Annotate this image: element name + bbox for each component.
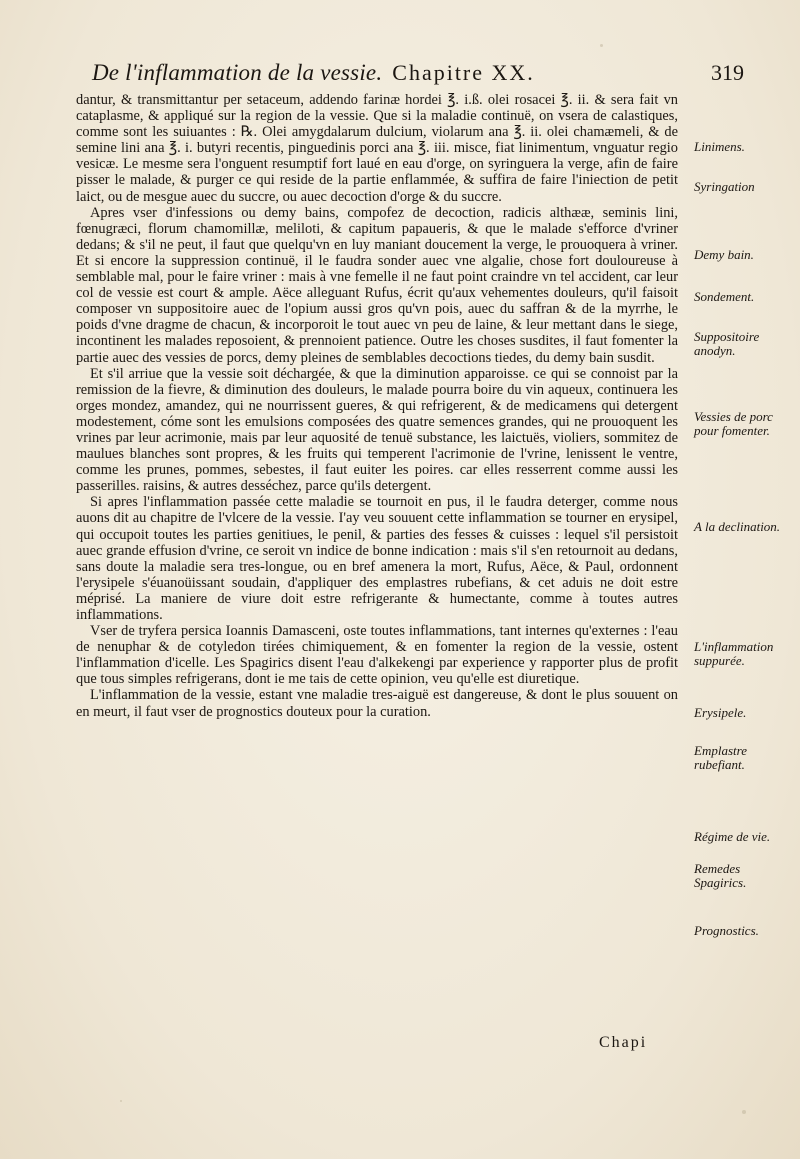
paragraph: dantur, & transmittantur per setaceum, addendo farinæ hordei ℥. i.ß. olei rosacei ℥. ii. & sera fait vn cataplasme, & appliqué sur la region de la vessie. Que si la maladie continuë, on vsera de calastiques, comme sont les suiuantes : ℞. Olei amygdalarum dulcium, violarum ana ℥. ii. olei chamæmeli, & de semine lini ana ℥. i. butyri recentis, pinguedinis porci ana ℥. iii. misce, fiat linimentum, vnguatur regio vesicæ. Le mesme sera l'onguent resumptif fort laué en eau d'orge, on syringuera la verge, afin de faire pisser le malade, & purger ce qui reside de la partie enflammée, & suffira de faire l'iniection de petit laict, ou de mesgue auec du succre, ou auec decoction d'orge & du succre. <box>76 92 678 205</box>
paragraph: Vser de tryfera persica Ioannis Damasceni, oste toutes inflammations, tant internes qu'externes : l'eau de nenuphar & de cotyledon tirées chimiquement, & en fomenter la region de la vessie, ostent l'inflammation d'icelle. Les Spagirics disent l'eau d'alkekengi par experience y rapporter plus de profit que tous simples refrigerans, dont ie me tais de cette opinion, veu qu'elle est diuretique. <box>76 623 678 688</box>
margin-note: Régime de vie. <box>694 829 771 844</box>
chapter-heading: Chapitre XX. <box>392 60 535 85</box>
margin-note: Remedes Spagirics. <box>694 861 747 890</box>
margin-note: Vessies de porc pour fomenter. <box>694 409 773 438</box>
margin-note: Demy bain. <box>694 247 754 262</box>
paper-speck <box>742 1110 746 1114</box>
paragraph: L'inflammation de la vessie, estant vne maladie tres-aiguë est dangereuse, & dont le plus souuent on en meurt, il faut vser de prognostics douteux pour la curation. <box>76 687 678 720</box>
margin-note: Syringation <box>694 179 755 194</box>
running-title: De l'inflammation de la vessie. <box>92 60 383 85</box>
margin-note: Sondement. <box>694 289 755 304</box>
margin-note: L'inflammation suppurée. <box>694 639 774 668</box>
paper-speck <box>120 1100 122 1102</box>
catchword: Chapi <box>599 1034 648 1051</box>
margin-note: A la declination. <box>694 519 781 534</box>
margin-note: Erysipele. <box>694 705 747 720</box>
body-text <box>76 92 678 720</box>
margin-note: Linimens. <box>694 139 745 154</box>
margin-note: Emplastre rubefiant. <box>694 743 747 772</box>
margin-note: Prognostics. <box>694 923 759 938</box>
page-header <box>92 60 744 90</box>
paragraph: Apres vser d'infessions ou demy bains, compofez de decoction, radicis althææ, seminis lini, fœnugræci, florum chamomillæ, meliloti, & capitum papaueris, & que le malade s'efforce d'vriner dedans; & s'il ne peut, il faut que quelqu'vn en luy maniant doucement la verge, le prouoquera à vriner. Et si encore la suppression continuë, il le faudra sonder auec vne algalie, chose fort douloureuse à semblable mal, pour le faire vriner : mais à vne femelle il ne faut point craindre vn tel accident, car leur col de vessie est court & ample. Aëce alleguant Rufus, écrit qu'aux vehementes douleurs, qu'il faisoit composer vn suppositoire auec de l'opium aussi gros qu'vn pois, auec du saffran & de la myrrhe, le poids d'vne dragme de chacun, & incorporoit le tout auec vn peu de laine, & leur mettant dans le siege, incontinent les malades reposoient, & prennoient patience. Outre les choses susdites, il faut fomenter la partie auec des vessies de porcs, demy pleines de semblables decoctions tiedes, du demy bain susdit. <box>76 204 678 366</box>
margin-note: Suppositoire anodyn. <box>694 329 760 358</box>
paper-speck <box>600 44 603 47</box>
page-number: 319 <box>711 60 744 85</box>
paragraph: Si apres l'inflammation passée cette maladie se tournoit en pus, il le faudra deterger, comme nous auons dit au chapitre de l'vlcere de la vessie. I'ay veu souuent cette inflammation se tourner en erysipel, qui occupoit toutes les parties genitiues, le penil, & parties des fesses & cuisses : lequel s'il persistoit auec grande effusion d'vrine, ce seroit vn indice de bonne indication : mais s'il s'en retournoit au dedans, sans doute la maladie sera tres-longue, ou en bref amenera la mort, Rufus, Aëce, & Paul, ordonnent l'erysipele s'éuanoüissant soudain, d'appliquer des emplastres rubefians, & cet aduis ne doit estre méprisé. La maniere de viure doit estre refrigerante & humectante, comme à toutes autres inflammations. <box>76 494 678 623</box>
paragraph: Et s'il arriue que la vessie soit déchargée, & que la diminution apparoisse. ce qui se connoist par la remission de la fievre, & diminution des douleurs, le malade pourra boire du vin aqueux, continuera les orges mondez, amandez, qui ne nourrissent gueres, & qui refrigerent, & de medicamens qui detergent modestement, cóme sont les emulsions composées des quatre semences grandes, qui ne prouoquent les vrines par leur acrimonie, mais par leur aquosité de tenuë substance, les laictuës, violiers, sommitez de maulues blanches sont propres, & les fruits qui temperent l'acrimonie de l'vrine, lenissent le ventre, comme les prunes, pommes, sebestes, il faut euiter les poires. car elles resserrent comme aussi les passerilles. raisins, & autres desséchez, parce qu'ils detergent. <box>76 365 678 495</box>
